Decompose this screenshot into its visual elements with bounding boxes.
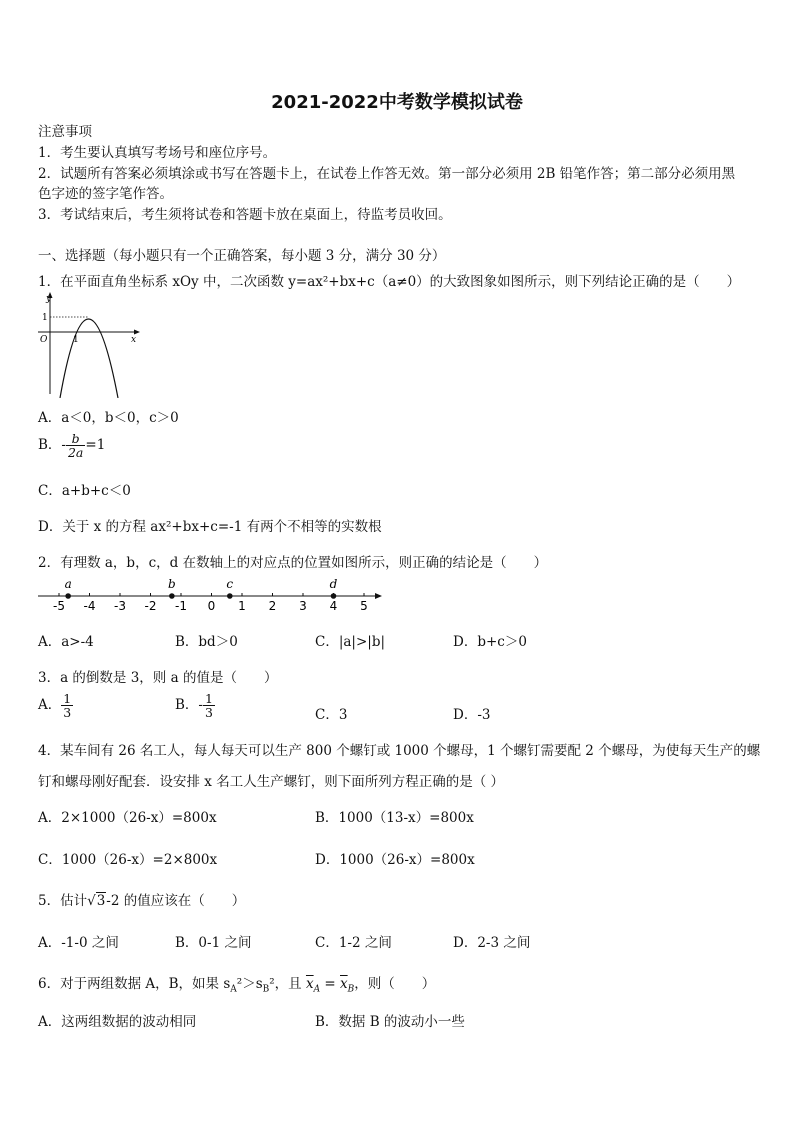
fraction-denominator: 3	[63, 705, 72, 721]
number-line-tick-label: 3	[299, 599, 307, 613]
stem-prefix: 6．对于两组数据 A，B，如果 s	[38, 976, 231, 992]
number-line-point-c	[227, 593, 233, 599]
number-line-point-label: c	[226, 577, 234, 591]
number-line-point-d	[331, 593, 337, 599]
option-b-suffix: =1	[85, 437, 106, 454]
question-1-stem: 1．在平面直角坐标系 xOy 中，二次函数 y=ax²+bx+c（a≠0）的大致图象如图所示，则下列结论正确的是（ ）	[38, 274, 741, 290]
equals-sign: =	[324, 976, 336, 992]
number-line-tick-label: 0	[207, 599, 216, 613]
number-line-tick-label: -4	[83, 599, 96, 613]
y-one-label: 1	[42, 313, 48, 323]
fraction-denominator: 3	[204, 705, 213, 721]
fraction-denominator: 2a	[67, 445, 84, 461]
fraction-numerator: 1	[204, 691, 213, 706]
number-line-tick-label: 5	[360, 599, 368, 613]
stem-prefix: 5．估计	[38, 893, 88, 909]
question-2-option-d: D．b+c＞0	[453, 634, 527, 650]
question-4-option-d: D．1000（26-x）=800x	[315, 852, 475, 868]
x-one-label: 1	[73, 335, 79, 345]
question-5-option-b: B．0-1 之间	[175, 935, 252, 951]
fraction-numerator: 1	[63, 691, 72, 706]
mean-b: $\overline{x}$	[340, 976, 348, 992]
question-4-option-a: A．2×1000（26-x）=800x	[38, 810, 217, 826]
origin-label: O	[40, 335, 48, 345]
number-line-tick-label: -5	[53, 599, 65, 613]
question-2-stem: 2．有理数 a，b，c，d 在数轴上的对应点的位置如图所示，则正确的结论是（ ）	[38, 555, 548, 571]
mean-a-subscript: A	[313, 984, 321, 995]
number-line-tick-label: -3	[114, 599, 126, 613]
number-line	[36, 572, 386, 616]
question-3-stem: 3．a 的倒数是 3，则 a 的值是（ ）	[38, 670, 278, 686]
question-5-option-a: A．-1-0 之间	[38, 935, 119, 951]
sqrt-radicand: 3	[96, 893, 106, 909]
question-1-option-a: A．a＜0，b＜0，c＞0	[38, 410, 179, 426]
option-b-prefix: B．-	[38, 437, 66, 454]
question-3-option-a	[38, 692, 73, 719]
fraction-numerator: b	[71, 431, 80, 446]
question-1-option-d: D．关于 x 的方程 ax²+bx+c=-1 有两个不相等的实数根	[38, 519, 382, 535]
number-line-point-label: a	[64, 577, 72, 591]
option-a-prefix: A．	[38, 697, 62, 714]
question-4-stem-line2: 钉和螺母刚好配套．设安排 x 名工人生产螺钉，则下面所列方程正确的是（ ）	[38, 774, 504, 790]
question-5-stem	[38, 889, 245, 909]
question-3-option-c: C．3	[315, 707, 348, 723]
number-line-tick-label: 1	[238, 599, 246, 613]
mean-b-subscript: B	[347, 984, 355, 995]
number-line-tick-label: 2	[268, 599, 277, 613]
stem-suffix: -2 的值应该在（ ）	[106, 893, 246, 909]
question-3-option-d: D．-3	[453, 707, 491, 723]
question-6-option-a: A．这两组数据的波动相同	[38, 1014, 197, 1030]
notice-item: 1．考生要认真填写考场号和座位序号。	[38, 145, 277, 161]
number-line-point-label: b	[168, 577, 176, 591]
question-4-option-b: B．1000（13-x）=800x	[315, 810, 474, 826]
option-b-prefix: B．-	[175, 697, 203, 714]
question-2-option-c: C．|a|>|b|	[315, 634, 386, 650]
question-3-option-b	[175, 692, 215, 719]
page-title: 2021-2022中考数学模拟试卷	[271, 92, 523, 113]
stem-suffix: ，则（ ）	[354, 976, 436, 992]
sqrt-sign: √	[87, 893, 96, 909]
number-line-tick-label: 4	[329, 599, 338, 613]
y-axis-label: y	[46, 294, 52, 304]
number-line-point-label: d	[329, 577, 338, 591]
number-line-point-a	[65, 593, 71, 599]
question-2-option-a: A．a>-4	[38, 634, 94, 650]
stem-mid2: ²，且	[269, 976, 302, 992]
question-6-option-b: B．数据 B 的波动小一些	[315, 1014, 465, 1030]
question-5-option-c: C．1-2 之间	[315, 935, 392, 951]
number-line-tick-label: -2	[144, 599, 157, 613]
notice-item: 2．试题所有答案必须填涂或书写在答题卡上，在试卷上作答无效。第一部分必须用 2B 铅笔作答；第二部分必须用黑	[38, 166, 736, 182]
notice-item: 色字迹的签字笔作答。	[38, 186, 173, 202]
question-5-option-d: D．2-3 之间	[453, 935, 531, 951]
parabola-graph	[36, 290, 146, 398]
mean-a: $\overline{x}$	[305, 976, 314, 992]
number-line-point-b	[169, 593, 175, 599]
question-1-option-b	[38, 432, 105, 459]
question-4-stem-line1: 4．某车间有 26 名工人，每人每天可以生产 800 个螺钉或 1000 个螺母，1 个螺钉需要配 2 个螺母，为使每天生产的螺	[38, 743, 761, 759]
notice-item: 3．考试结束后，考生须将试卷和答题卡放在桌面上，待监考员收回。	[38, 207, 452, 223]
question-4-option-c: C．1000（26-x）=2×800x	[38, 852, 218, 868]
subscript-b: B	[262, 984, 270, 995]
section-heading: 一、选择题（每小题只有一个正确答案，每小题 3 分，满分 30 分）	[38, 248, 446, 264]
number-line-tick-label: -1	[175, 599, 187, 613]
question-2-option-b: B．bd＞0	[175, 634, 238, 650]
question-1-option-c: C．a+b+c＜0	[38, 483, 131, 499]
question-6-stem	[38, 972, 435, 995]
notice-heading: 注意事项	[38, 124, 92, 140]
stem-mid: ²＞s	[236, 976, 263, 992]
x-axis-label: x	[131, 335, 137, 345]
subscript-a: A	[230, 984, 237, 995]
